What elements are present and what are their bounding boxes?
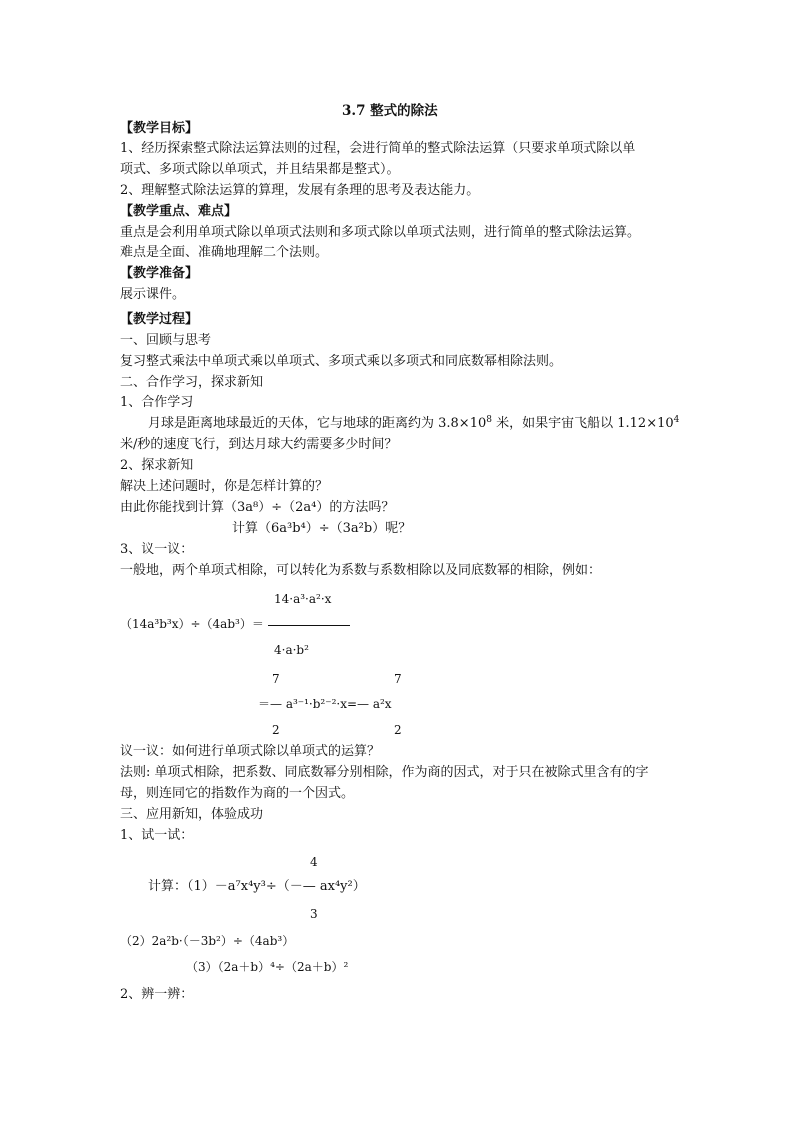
try-sub: 1、试一试： [120,828,194,843]
example-denominator-2a: 2 [272,723,280,737]
coop-text-a: 月球是距离地球最近的天体，它与地球的距离约为 3.8×10 [148,416,487,431]
review-title: 一、回顾与思考 [120,333,212,348]
review-text: 复习整式乘法中单项式乘以单项式、多项式乘以多项式和同底数幂相除法则。 [120,354,563,369]
discuss-sub: 3、议一议： [120,542,194,557]
calc-problem-2: （2）2a²b·（－3b²）÷（4ab³） [120,934,295,948]
page-title: 3.7 整式的除法 [342,103,438,119]
coop-exponent-1: 8 [486,415,492,425]
example-result: ＝— a³⁻¹·b²⁻²·x=— a²x [258,697,392,711]
coop-sub: 1、合作学习 [120,395,194,410]
explore-question-2: 由此你能找到计算（3a⁸）÷（2a⁴）的方法吗？ [120,500,395,515]
key-line-2: 难点是全面、准确地理解二个法则。 [120,245,329,260]
goals-heading: 【教学目标】 [120,121,199,136]
rule-line-2: 母，则连同它的指数作为商的一个因式。 [120,786,355,801]
example-denominator: 4·a·b² [274,643,309,657]
goals-line-3: 2、理解整式除法运算的算理，发展有条理的思考及表达能力。 [120,183,480,198]
distinguish-sub: 2、辨一辨： [120,987,194,1002]
prep-heading: 【教学准备】 [120,266,199,281]
coop-exponent-2: 4 [673,415,680,425]
example-numerator-7a: 7 [272,672,280,686]
rule-line-1: 法则: 单项式相除，把系数、同底数幂分别相除，作为商的因式，对于只在被除式里含有的字 [120,765,649,780]
explore-question-3: 计算（6a³b⁴）÷（3a²b）呢？ [232,521,412,536]
prep-text: 展示课件。 [120,287,186,302]
example-lhs: （14a³b³x）÷（4ab³）＝ [120,617,264,631]
general-text: 一般地，两个单项式相除，可以转化为系数与系数相除以及同底数幂的相除，例如： [120,563,602,578]
key-heading: 【教学重点、难点】 [120,204,238,219]
calc-problem-1: 计算：（1）－a⁷x⁴y³÷（－— ax⁴y²） [148,879,366,894]
apply-title: 三、应用新知，体验成功 [120,807,264,822]
discuss-question: 议一议：如何进行单项式除以单项式的运算？ [120,744,381,759]
calc-problem-3: （3）（2a＋b）⁴÷（2a＋b）² [186,960,349,974]
calc-denominator-3: 3 [310,907,318,921]
coop-title: 二、合作学习，探求新知 [120,375,264,390]
explore-sub: 2、探求新知 [120,458,194,473]
example-numerator: 14·a³·a²·x [274,592,332,606]
calc-numerator-4: 4 [310,855,318,869]
coop-text-b: 米，如果宇宙飞船以 1.12×10 [491,416,674,431]
example-denominator-2b: 2 [394,723,402,737]
coop-text-line-2: 米/秒的速度飞行，到达月球大约需要多少时间？ [120,437,398,452]
explore-question-1: 解决上述问题时，你是怎样计算的？ [120,479,329,494]
goals-line-1: 1、经历探索整式除法运算法则的过程，会进行简单的整式除法运算（只要求单项式除以单 [120,141,636,156]
goals-line-2: 项式、多项式除以单项式，并且结果都是整式）。 [120,162,400,177]
example-numerator-7b: 7 [394,672,402,686]
key-line-1: 重点是会利用单项式除以单项式法则和多项式除以单项式法则，进行简单的整式除法运算。 [120,225,641,240]
example-fraction-bar [268,625,350,626]
coop-text-line-1 [148,415,679,434]
process-heading: 【教学过程】 [120,312,199,327]
